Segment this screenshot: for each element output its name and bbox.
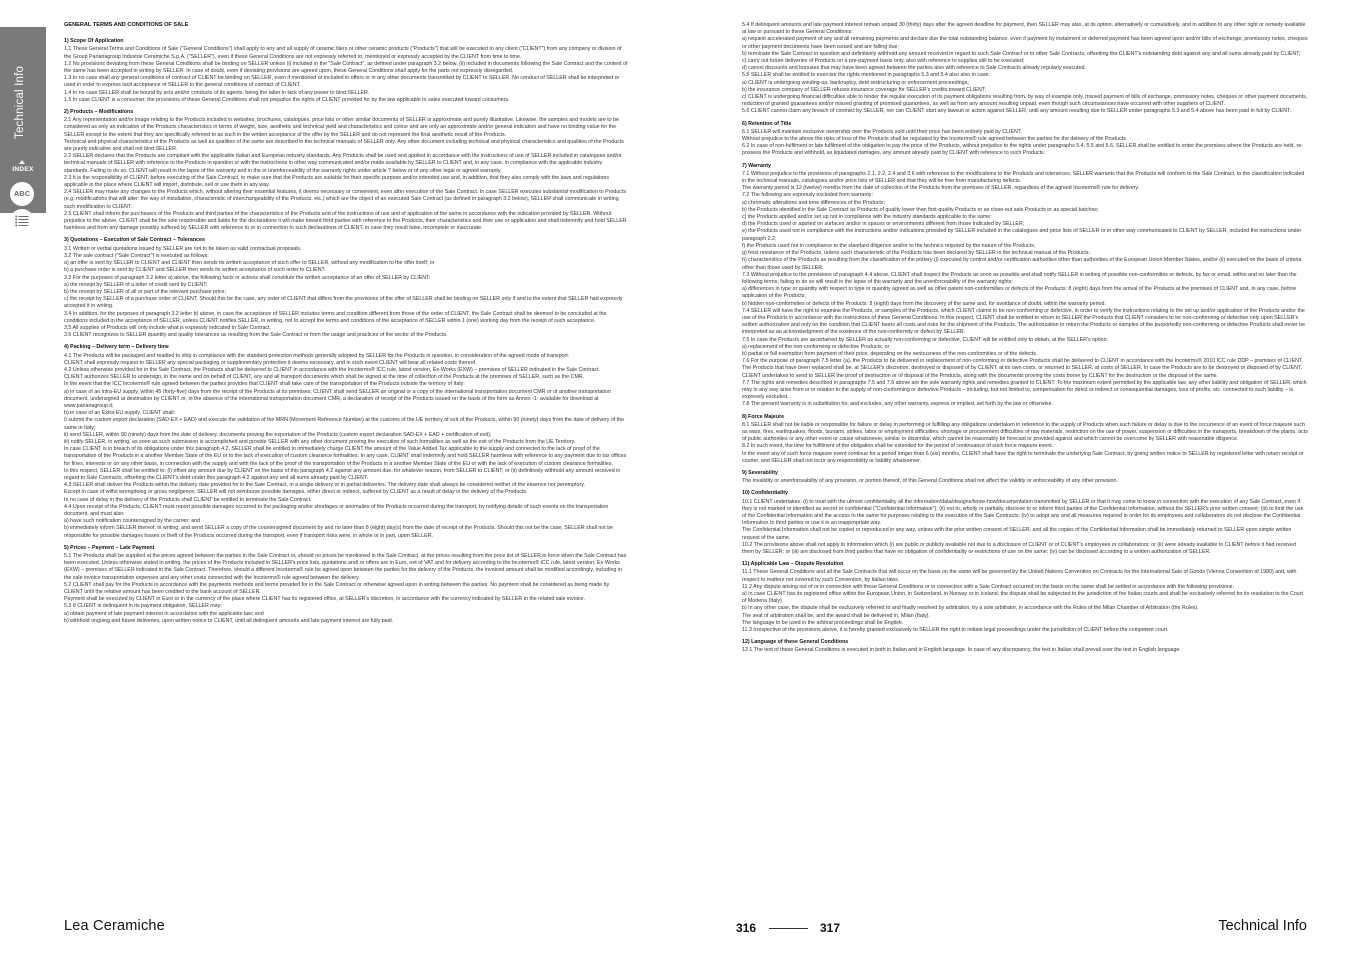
section-paragraph: Technical and physical characteristics of the Products as well as qualities of the same are described in the technical manuals of SELLER only. Any other document including technical and physical characteristics and qualities of the Products are purely indicative and shall not bind SELLER. (64, 138, 624, 153)
right-sections (742, 22, 1308, 655)
sidebar-title: Technical Info (14, 65, 26, 139)
section-paragraph: 11.3 Irrespective of the provisions above, it is hereby granted exclusively to SELLER the right to initiate legal proceedings under the jurisdiction of CLIENT before the competent court. (742, 627, 1169, 634)
section-heading: 4) Packing – Delivery term – Delivery time (64, 344, 169, 351)
terms-section (742, 121, 1308, 158)
section-paragraph: h) characteristics of the Products as resulting from the classification of the pottery (i) executed by control and/or certification authorities other than authorities of the European Union Member States, and/or (ii) executed on the basis of criteria other than those used by SELLER. (742, 257, 1302, 271)
section-paragraph: a) an offer is sent by SELLER to CLIENT and CLIENT then sends its written acceptance of such offer to SELLER, without any modification to the offer itself; or (64, 260, 435, 267)
section-paragraph: a) replacement of the non-conforming or defective Products; or (742, 343, 890, 350)
page-number-right: 317 (820, 921, 841, 935)
section-paragraph: b) in case of an Extra-EU supply, CLIENT shall: (64, 410, 176, 417)
section-paragraph: CLIENT shall expressly request to SELLER any special packaging or supplementary protection it deems necessary, and in such event CLIENT will bear all related costs thereof. (64, 359, 477, 366)
section-paragraph: In no case of delay in the delivery of the Products shall CLIENT be entitled to terminate the Sale Contract. (64, 496, 312, 503)
abc-index-button[interactable]: ABC (10, 182, 34, 206)
right-page-column (742, 22, 1308, 660)
terms-section (742, 22, 1308, 116)
page-divider (769, 928, 808, 929)
section-paragraph: The language to be used in the arbitral proceedings shall be English. (742, 619, 904, 626)
section-paragraph: b) In any other case, the dispute shall be exclusively referred to and finally resolved by arbitration, by a sole arbitrator, in accordance with the Rules of the Milan Chamber of Arbitration (the Rules). (742, 605, 1199, 612)
section-paragraph: 5.4 If delinquent amounts and late payment interest remain unpaid 30 (thirty) days after the agreed deadline for payment, then SELLER may also, at its option, alternatively or cumulatively, and in addition to any other right or remedy available at law or pursuant to these General Conditions: (742, 22, 1306, 36)
sidebar (0, 27, 46, 213)
section-paragraph: 3.2 The sale contract ("Sale Contract") is executed as follows: (64, 252, 209, 259)
section-paragraph: d) cancel discounts and bonuses that may have been agreed between the parties also with reference to Sale Contracts already regularly executed. (742, 65, 1086, 72)
footer-brand: Lea Ceramiche (64, 918, 165, 934)
section-paragraph: 4.4 Upon receipt of the Products, CLIENT must report possible damages occurred to the packaging and/or shortages or anomalies of the Products occurred during the transport, by notifying details of such events on the transportation document, and must also: (64, 503, 609, 517)
section-paragraph: In this respect, SELLER shall be entitled to: (i) offset any amount due by CLIENT on the basis of this paragraph 4.2 against any amount due, for whatever reason, from SELLER to CLIENT; or (ii) definitively withhold any amount received in regard to Sale Contracts, offsetting the CLIENT's debt under this paragraph 4.2 against any and all sums already paid by CLIENT. (64, 467, 621, 481)
section-paragraph: a) in case of an intra-EU supply, within 45 (forty-five) days from the receipt of the Products at its premises, CLIENT shall send SELLER an original or a copy of the international transportation document CMR or of another transportation document, undersigned at destination by CLIENT or, in the absence of the international transportation document CMR, a declaration of receipt of the Products issued on the basis of the form as Annex -1- available for download at www.panariagroup.it; (64, 388, 611, 409)
section-paragraph: 1.1 These General Terms and Conditions of Sale ("General Conditions") shall apply to any and all supply of ceramic tilers or other ceramic products ("Products") that will be executed to any client ("CLIENT") from any company or division of the Group Panariagroup Industrie Ceramiche S.p.A. ("SELLER"), even if these General Conditions are not expressly referred to, mentioned or expressly accepted by the CLIENT from time to time. (64, 46, 622, 60)
section-paragraph: ii) send SELLER, within 90 (ninety) days from the date of delivery, documents proving the exportation of the Products (custom export declaration SAD-EX + EAD + certification of exit); (64, 431, 492, 438)
terms-section (64, 344, 628, 539)
section-paragraph: i) submit the custom export declaration (SAD-EX + EAD) and execute the validation of the MRN (Movement Reference Number) at the customs of the UE territory of exit of the Products, within 90 (ninety) days from the date of delivery of the same in Italy; (64, 417, 625, 431)
section-paragraph: 4.2 Unless otherwise provided for in the Sale Contract, the Products shall be delivered to CLIENT in accordance with the Incoterms® ICC rule, latest version, Ex-Works (EXW) – premises of SELLER indicated in the Sale Contract. (64, 366, 600, 373)
section-paragraph: Except in case of wilful wrongdoing or gross negligence, SELLER will not reimburse possible damages, either direct or indirect, suffered by CLIENT as a result of delay in the delivery of the Products. (64, 489, 528, 496)
section-paragraph: 11.2 Any dispute arising out of or in connection with these General Conditions or in connection with a Sale Contract occurred on the basis on the same shall be settled in accordance with the following provisions: (742, 583, 1234, 590)
section-paragraph: g) frost resistance of the Products, unless such characteristic of the Products has been declared by SELLER in the technical manual of the Products; (742, 250, 1091, 257)
section-heading: 7) Warranty (742, 162, 771, 169)
section-paragraph: b) immediately inform SELLER thereof, in writing, and send SELLER a copy of the countersigned document by and no later than 8 (eight) day(s) from the date of receipt of the Products. Should this not be the case, SELLER shall not be responsible for possible damages losses or theft of the Products occurred during the transport, even if transport risks were, in whole or in part, upon SELLER. (64, 525, 614, 539)
index-link[interactable]: INDEX (12, 166, 34, 173)
section-paragraph: 7.3 Without prejudice to the provisions of paragraph 4.4 above, CLIENT shall inspect the Products as soon as possible and shall notify SELLER in writing of possible non-conformities or defects, by fax or email, within and no later than the following terms; failing to do so will result in the lapse of the warranty and the unenforceability of the warranty rights: (742, 271, 1297, 285)
section-paragraph: b) terminate the Sale Contract in question and definitively withhold any amount received in regard to such Sale Contract or to other Sale Contracts, offsetting the CLIENT's outstanding debt against any and all sums already paid by CLIENT; (742, 50, 1301, 57)
section-heading: 1) Scope Of Application (64, 38, 124, 45)
section-paragraph: 11.1 These General Conditions and all the Sale Contracts that will occur on the basis on the same will be governed by the United Nations Convention on Contracts for the International Sale of Goods (Vienna Convention of 1980) and, with respect to matters not covered by such Convention, by Italian laws. (742, 569, 1297, 583)
section-paragraph: 10.2 The provisions above shall not apply to information which (i) are public or publicly available not due to a disclosure of CLIENT or of CLIENT's employees or collaborators; or (ii) were already available to CLIENT before it had received them by SELLER; or (iii) are disclosed from third parties that have no obligation of confidentiality or restrictions of use on the same; (iv) can be disclosed according to a written authorization of SELLER. (742, 541, 1296, 556)
section-heading: 12) Language of these General Conditions (742, 639, 849, 646)
section-paragraph: 1.3 In no case shall any general conditions of contract of CLIENT be binding on SELLER, even if mentioned or included in offers or in any other documents transmitted by CLIENT to SELLER. No conduct of SELLER shall be interpreted or used in order to express tacit acceptance of SELLER to the general conditions of contract of CLIENT. (64, 75, 620, 89)
section-paragraph: 7.1 Without prejudice to the provisions of paragraphs 2.1, 2.2, 2.4 and 3.6 with reference to the modifications to the Products and tolerances, SELLER warrants that the Products will conform to the Sale Contract, to the classification indicated in the technical manuals, catalogues and/or price lists of SELLER and that they will be free from manufacturing defects. (742, 170, 1305, 185)
section-paragraph: 2.5 CLIENT shall inform the purchasers of the Products and third parties of the characteristics of the Products and of the instructions of use and of application of the same in accordance with the indication provided by SELLER. Without prejudice to the above, CLIENT shall be the sole responsible and liable for the declarations it will make toward third parties with reference to the Products, their characteristics and their use or application and shall indemnify and hold SELLER harmless and from any damage possibly suffered by SELLER with reference to or in connection to such declarations of CLIENT, in case they result false, incomplete or inaccurate. (64, 210, 627, 232)
section-heading: 11) Applicable Law – Dispute Resolution (742, 561, 844, 568)
index-arrow-icon (19, 160, 25, 164)
section-paragraph: 5.5 SELLER shall be entitled to exercise the rights mentioned in paragraphs 5.3 and 5.4 also also in case: (742, 72, 990, 79)
section-paragraph: 1.2 No provisions deviating from these General Conditions shall be binding on SELLER unless (i) included in the "Sale Contract", as defined under paragraph 3.2 below, (ii) included in documents following the Sale Contract and the content of the same has been accepted in writing by SELLER. In case of doubt, even if deviating provisions are agreed upon, these General Conditions shall apply for the parts not expressly disregarded. (64, 60, 628, 75)
page-number-left: 316 (736, 921, 757, 935)
section-paragraph: 12.1 The text of these General Conditions is executed in both in Italian and in English language. In case of any discrepancy, the text in Italian shall prevail over the text in English language (742, 647, 1180, 654)
section-heading: 10) Confidentiality (742, 490, 788, 497)
terms-section (64, 109, 628, 232)
list-index-button[interactable] (10, 209, 34, 233)
section-paragraph: d) the Products used or applied on surfaces and/or in spaces or environments different from those indicated by SELLER; (742, 221, 1025, 228)
section-paragraph: 6.1 SELLER will maintain exclusive ownership over the Products sold until their price has been entirely paid by CLIENT. (742, 128, 1022, 135)
section-heading: 5) Prices – Payment – Late Payment (64, 544, 155, 551)
section-paragraph: 7.8 The present warranty is in substitution for, and excludes, any other warranty, express or implied, set forth by the law or otherwise. (742, 401, 1054, 408)
section-paragraph: 3.4 In addition, for the purposes of paragraph 3.2 letter b) above, in case the acceptance of SELLER includes terms and condition different from those of the order of CLIENT, the Sale Contract shall be deemed to be concluded at the conditions included in the acceptance of SELLER, unless CLIENT notifies SELLER, in writing, not to accept the terms and conditions of the acceptance of SELLER within 1 (one) working day from the receipt of such acceptance. (64, 310, 607, 324)
section-paragraph: 7.2 The following are expressly excluded from warranty: (742, 192, 873, 199)
section-paragraph: 4.3 SELLER shall deliver the Products within the delivery date provided for in the Sale Contract, in a single delivery or in partial deliveries. The delivery date shall always be considered neither of the essence nor peremptory. (64, 482, 585, 489)
list-icon (15, 215, 29, 227)
section-paragraph: b) the Products identified in the Sale Contract as Products of quality lower than first-quality Products or as close-out sale Products or as special batches; (742, 206, 1099, 213)
section-paragraph: a) obtain payment of late payment interest in accordance with the applicable law; and (64, 610, 264, 617)
section-paragraph: The invalidity or unenforceability of any provision, or portion thereof, of this General Conditions shall not affect the validity or enforceability of any other provision. (742, 478, 1118, 485)
terms-section (742, 163, 1308, 409)
section-heading: 2) Products – Modifications (64, 109, 134, 116)
terms-section (64, 38, 628, 104)
section-heading: 3) Quotations – Execution of Sale Contract – Tolerances (64, 237, 205, 244)
section-paragraph: 3.3 For the purposes of paragraph 3.2 letter a) above, the following facts or actions shall constitute the written acceptance of an offer of SELLER by CLIENT: (64, 274, 431, 281)
section-paragraph: Payment shall be executed by CLIENT in Euro or in the currency of the place where CLIENT has its registered office, at SELLER's discretion, in accordance with the currency indicated by SELLER in the related sale invoice. (64, 596, 585, 603)
section-paragraph: 1.4 In no case SELLER shall be bound by acts and/or conducts of its agents, being the latter in lack of any power to bind SELLER. (64, 89, 370, 96)
section-paragraph: f) the Products used not in compliance to the standard diligence and/or to the technics required by the nature of the Products; (742, 242, 1036, 249)
terms-section (742, 561, 1308, 634)
section-paragraph: iii) notify SELLER, in writing, as soon as such submission is accomplished and provide SELLER with any other document proving the execution of such formalities as well as the exit of the Products from the UE Territory. (64, 438, 576, 445)
section-heading: 8) Force Majeure (742, 413, 785, 420)
section-paragraph: The Confidential Information shall not be copied or reproduced in any way, unless with the prior written consent of SELLER, and all the copies of the Confidential Information shall be immediately returned to SELLER upon simple written request of the same. (742, 527, 1292, 541)
section-paragraph: a) request accelerated payment of any and all remaining payments and declare due the total outstanding balance, even if payment by instalment or deferred payment has been agreed upon and/or bills of exchange, promissory notes, cheques or other payment documents have been issued and are falling due; (742, 36, 1308, 50)
section-paragraph: 6.2 In case of non-fulfilment or late fulfilment of the obligation to pay the price of the Products, without prejudice to the rights under paragraphs 5.4, 5.5 and 5.6, SELLER shall be entitled to enter the premises where the Products are held, re-possess the Products and withhold, as liquidated damages, any amount already paid by CLIENT with reference to such Products. (742, 143, 1303, 157)
section-paragraph: b) the receipt by SELLER of all or part of the relevant purchase price; (64, 288, 226, 295)
section-heading: 9) Severability (742, 469, 778, 476)
terms-section (742, 470, 1308, 485)
section-paragraph: 7.6 For the purpose of paragraph 7.5 letter (a), the Products to be delivered in replacement of non-conforming or defective Products shall be delivered to CLIENT in accordance with the Incoterms® 2010 ICC rule DDP – premises of CLIENT. The Products that have been replaced shall be, at SELLER's discretion, destroyed or disposed of by CLIENT, at its own costs, or returned to SELLER, at costs of SELLER. In case the Products are to be destroyed or disposed of by CLIENT, CLIENT undertakes to send to SELLER the proof of destruction or of disposal of the Products, along with the documents proving the costs borne by CLIENT for the destruction or the disposal of the same. (742, 358, 1304, 379)
section-paragraph: 7.4 SELLER will have the right to examine the Products, or samples of the Products, which CLIENT claims to be non-conforming or defective, in order to verify the instructions relating to the set up and/or application of the Products and/or the use of the Products in accordance with the instructions of these General Conditions. In this respect, CLIENT shall be entitled to return to SELLER the Products that CLIENT considers to be non-conforming or defective only upon SELLER's written authorization and only on the condition that CLIENT bears all costs and risks for the shipment of the Products. The authorization to return the Products or samples of the purportedly non-conforming or defective Products shall never be interpreted as an acknowledgment of the existence of the non-conformity or defect by SELLER. (742, 307, 1306, 336)
section-paragraph: 3.6 CLIENT recognizes to SELLER quantity and quality tolerances as resulting from the Sale Contract or from the usage and practices of the sector of the Products. (64, 332, 448, 339)
terms-section (742, 414, 1308, 465)
section-paragraph: In the event that the ICC Incoterms® rule agreed between the parties provides that CLIENT shall take care of the transportation of the Products outside the territory of Italy: (64, 381, 465, 388)
section-paragraph: 3.5 All supplies of Products will only include what is expressly indicated in Sale Contract. (64, 324, 271, 331)
section-paragraph: b) the insurance company of SELLER refuses insurance coverage for SELLER's credits toward CLIENT; (742, 86, 986, 93)
section-paragraph: 1.5 In case CLIENT is a consumer, the provisions of these General Conditions shall not prejudice the rights of CLIENT provided for by the law applicable to sales executed toward consumers. (64, 96, 510, 103)
section-paragraph: The seat of arbitration shall be, and the award shall be delivered in, Milan (Italy). (742, 612, 930, 619)
section-paragraph: b) withhold ongoing and future deliveries, upon written notice to CLIENT, until all delinquent amounts and late payment interest are fully paid. (64, 617, 394, 624)
section-paragraph: a) differences in type or quantity with respect to type or quantity agreed as well as other patent non-conformities or defects of the Products: 8 (eight) days from the arrival of the Products at the premises of CLIENT and, in any case, before application of the Products; (742, 286, 1297, 300)
terms-section (64, 545, 628, 625)
document-title: GENERAL TERMS AND CONDITIONS OF SALE (64, 22, 189, 28)
section-paragraph: c) the receipt by SELLER of a purchase order of CLIENT. Should this be the case, any order of CLIENT that differs from the provisions of the offer of SELLER shall be binding on SELLER only if and to the extent that SELLER had expressly accepted it in writing. (64, 296, 623, 310)
section-paragraph: 5.6 CLIENT cannot claim any breach of contract by SELLER, nor can CLIENT start any lawsuit or action against SELLER, until any amount resulting due to SELLER under paragraphs 5.3 and 5.4 above has been paid in full by CLIENT. (742, 108, 1292, 115)
section-paragraph: a) the receipt by SELLER of a letter of credit sent by CLIENT; (64, 281, 208, 288)
section-paragraph: a) CLIENT is undergoing winding-up, bankruptcy, debt restructuring or enforcement proceedings; (742, 79, 969, 86)
section-paragraph: c) CLIENT is undergoing financial difficulties able to hinder the regular execution of its payment obligations resulting from, by way of example only, missed payment of bills of exchange, promissory notes, cheques or other payment documents, reduction of granted guarantees and/or missed granting of promised guarantees, as well as from any amount resulting unpaid, even though such circumstances have occurred with other suppliers of CLIENT. (742, 94, 1308, 108)
section-paragraph: CLIENT authorizes SELLER to undersign, in the name and on behalf of CLIENT, any and all transport documents which shall be signed at the time of collection of the Products at the premises of SELLER, such as the CMR. (64, 374, 585, 381)
section-paragraph: In case CLIENT is in breach of its obligations under this paragraph 4.2, SELLER shall be entitled to immediately charge CLIENT the amount of the Value Added Tax applicable to the supply and connected to the lack of proof of the transportation of the Products in a another Member State of the EU or to the lack of execution of custom clearance formalities. In any case, CLIENT shall indemnify and hold SELLER harmless with reference to any payment due to tax offices for fines, interests or on any other basis, in connection with the supply and with the lack of the proof of the transportation of the Products in a another Member State of the EU or with the lack of execution of custom clearance formalities. (64, 446, 627, 467)
section-paragraph: 5.2 CLIENT shall pay for the Products in accordance with the payments methods and terms provided for in the Sale Contract or otherwise agreed upon in writing between the parties. No payment shall be considered as being made by CLIENT until the relative amount has been credited to the bank account of SELLER. (64, 581, 610, 596)
section-paragraph: 7.5 In case the Products are ascertained by SELLER as actually non-conforming or defective, CLIENT will be entitled only to obtain, at the SELLER's option: (742, 336, 1109, 343)
section-paragraph: b) a purchase order is sent by CLIENT and SELLER then sends its written acceptance of such order to CLIENT. (64, 267, 326, 274)
section-paragraph: In the event any of such force majeure event continue for a period longer than 6 (six) months, CLIENT shall have the right to terminate the underlying Sale Contract, by giving written notice to SELLER by registered letter with return receipt or courier, and SELLER shall not incur any responsibility or liability whatsoever. (742, 450, 1304, 464)
section-paragraph: 8.1 SELLER shall not be liable or responsible for failure or delay in performing or fulfilling any obligations undertaken in reference to the supply of Products when such failure or delay is due to the occurrence of an event of force majeure such as wars, fires, earthquakes, floods, tsunami, strikes, labor or employment difficulties, shortage or procurement difficulties of raw materials, restriction on the use of power, suspension or difficulties in the transports, breakdown of the plants, acts of public authorities or any other event or cause whatsoever, similar or dissimilar, which cannot be reasonably be forecast or provided against and which cannot be overcome by SELLER with reasonable diligence. (742, 421, 1308, 443)
left-sections (64, 38, 628, 625)
left-page-column (64, 22, 628, 630)
section-paragraph: 5.1 The Products shall be supplied at the prices agreed between the parties in the Sale Contract or, should no prices be mentioned in the Sale Contract, at the prices resulting from the price list of SELLER in force when the Sale Contract has been executed. Unless otherwise stated in writing, the prices of the Products included in SELLER's price lists, quotations and/ or offers are in Euro, net of VAT and for delivery according to the Incoterms® ICC rule, latest version, Ex-Works (EXW) – premises of SELLER indicated in the Sale Contract. Therefore, should a different Incoterms® rule be agreed upon between the parties for the delivery of the Products, the invoiced amount shall be modified accordingly, including in the sale invoice transportation expenses and any other costs connected with the Incoterms® rule agreed between the delivery. (64, 553, 627, 581)
section-paragraph: 4.1 The Products will be packaged and readied to ship in compliance with the standard protection methods generally adopted by SELLER for the Products in question, in consideration of the agreed mode of transport. (64, 352, 570, 359)
section-paragraph: 2.2 SELLER declares that the Products are compliant with the applicable Italian and European industry standards. Any Products shall be used and applied in accordance with the instructions of use of SELLER included in catalogues and/or technical manuals of SELLER with reference to the Products in question or with the instructions in other way communicated and/or made available by SELLER to CLIENT and, in any case, in compliance with the applicable industry standards. Failing to do so, CLIENT will result in the lapse of the warranty and in the in unenforceability of the warranty rights under article 7 below or of any other legal or agreed warranty. (64, 153, 622, 174)
terms-section (742, 490, 1308, 556)
section-paragraph: 2.1 Any representation and/or image relating to the Products included in websites, brochures, catalogues, price lists or other similar documents of SELLER is approximate and purely illustrative. Likewise, the samples and models are to be considered as only an indication of the Products characteristics in terms of weight, size, aesthetic and technical yield and characteristics and colour and are only an approximate and/or general indication and have no binding value for the SELLER except to the extent that they are specifically referred to as such in the written acceptance of the offer by the SELLER and do not represent the final aesthetic result of the Products. (64, 117, 619, 138)
section-paragraph: e) the Products used not in compliance with the instructions and/or indications provided by SELLER included in the catalogues and price lists of SELLER or in other way communicated to CLIENT by SELLER, included the instructions under paragraph 2.2; (742, 228, 1302, 242)
terms-section (64, 237, 628, 339)
section-paragraph: 7.7 The rights and remedies described in paragraphs 7.5 and 7.6 above are the sole warranty rights and remedies granted to CLIENT. To the maximum extent permitted by the applicable law, any other liability and obligation of SELLER, which may in any way arise from or in relation to the supply of non-conforming or defective Products – including, but not limited to, compensation for direct or indirect or consequential damages, loss of profits, etc. connected to such liability – is expressly excluded. (742, 379, 1307, 401)
section-paragraph: c) carry out future deliveries of Products on a pre-payment basis only, also with reference to supplies still to be executed; (742, 58, 1025, 65)
footer-section-title: Technical Info (1218, 918, 1307, 934)
section-paragraph: The warranty period is 12 (twelve) months from the date of collection of the Products from the premises of SELLER, regardless of the agreed Incoterms® rule for delivery. (742, 185, 1140, 192)
section-paragraph: a) chromatic alterations and tone differences of the Products; (742, 199, 885, 206)
section-paragraph: 2.4 SELLER may make any changes to the Products which, without altering their essential features, it deems necessary or convenient, even after execution of the Sale Contract. In case SELLER executes substantial modification to Products (e.g. modifications that will alter: the way of installation, characteristic of interchangeability of the Products, etc.) which are the object of an executed Sale Contract (as defined in paragraph 3.2 below), SELLER shall communicate in writing such modification to CLIENT. (64, 189, 627, 210)
section-paragraph: c) the Products applied and/or set up not in compliance with the industry standards applicable to the same; (742, 214, 992, 221)
section-paragraph: a) In case CLIENT has its registered office within the European Union, in Switzerland, in Norway or in Iceland, the dispute shall be subjected to the jurisdiction of the Italian courts and shall be exclusively referred for its resolution to the Court of Modena (Italy). (742, 591, 1303, 605)
section-paragraph: Without prejudice to the above the risks of loss of the Products shall be regulated by the Incoterms® rule agreed between the parties for the delivery of the Products. (742, 136, 1128, 143)
section-heading: 6) Retention of Title (742, 120, 792, 127)
terms-section (742, 639, 1308, 654)
section-paragraph: 2.3 It is the responsibility of CLIENT, before executing of the Sale Contract, to make sure that the Products are suitable for their specific purpose and/or intended use and, in addition, that they also comply with the laws and regulations applicable in the place where CLIENT will import, distribute, sell or use them in any way. (64, 174, 610, 189)
section-paragraph: 3.1 Written or verbal quotations issued by SELLER are not to be taken as valid contractual proposals. (64, 245, 302, 252)
section-paragraph: a) have such notification countersigned by the carrier; and (64, 518, 201, 525)
section-paragraph: 8.2 In such event, the time for fulfilment of the obligation shall be extended for the period of continuance of such force majeure event. (742, 443, 1054, 450)
section-paragraph: 5.3 If CLIENT is delinquent in its payment obligation, SELLER may: (64, 603, 222, 610)
section-paragraph: 10.1 CLIENT undertakes: (i) to treat with the utmost confidentiality all the information/data/designs/know-how/documentation transmitted by SELLER or that it may come to know in connection with the execution of any Sale Contract, even if they is not marked or identified as secret or confidential ("Confidential Information"); (ii) not to, wholly or partially, disclose to or inform third parties of the Confidential Information, without the SELLER's prior written consent; (iii) to limit the use of the Confidential Information and the access to the same for purposes relating to the execution of the Sale Contracts; (iv) to adopt any and all measures required in order for its employees and collaborators do not disclose the Confidential Information to third parties or use it in an inappropriate way. (742, 498, 1304, 527)
section-paragraph: b) hidden non-conformities or defects of the Products: 8 (eight) days from the discovery of the same and, for avoidance of doubt, within the warranty period. (742, 300, 1106, 307)
section-paragraph: b) partial or full exemption from payment of their price, depending on the seriousness of the non-conformities or of the defects. (742, 350, 1038, 357)
